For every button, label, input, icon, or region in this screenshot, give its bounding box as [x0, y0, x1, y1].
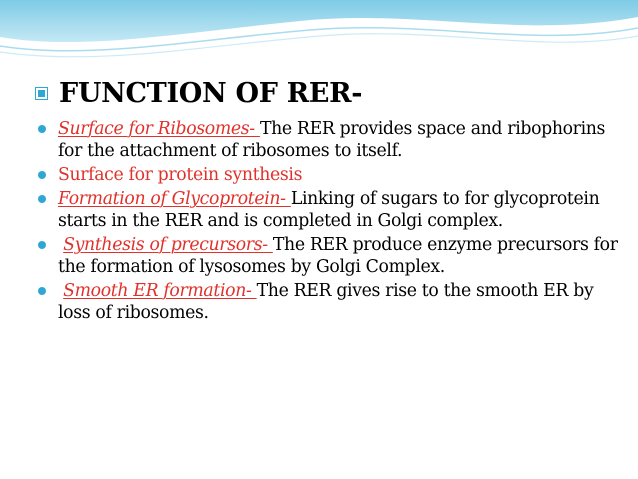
item-highlight: Synthesis of precursors- — [63, 235, 273, 255]
bullet-dot-icon — [38, 241, 46, 249]
list-item — [38, 234, 623, 278]
list-item — [38, 188, 623, 232]
item-text: Linking of sugars to for glycoprotein starts in the RER and is completed in Golgi complex. — [58, 189, 600, 231]
bullet-list — [38, 118, 623, 326]
list-item — [38, 280, 623, 324]
item-text: The RER produce enzyme precursors for the formation of lysosomes by Golgi Complex. — [58, 235, 618, 277]
bullet-dot-icon — [38, 195, 46, 203]
item-highlight: Formation of Glycoprotein- — [58, 189, 291, 209]
item-text: The RER provides space and ribophorins for the attachment of ribosomes to itself. — [58, 119, 606, 161]
list-item — [38, 118, 623, 162]
heading — [36, 78, 362, 109]
list-item — [38, 164, 623, 186]
item-highlight: Surface for Ribosomes- — [58, 119, 260, 139]
item-highlight: Surface for protein synthesis — [58, 165, 303, 185]
bullet-dot-icon — [38, 125, 46, 133]
wave-header-decoration — [0, 0, 638, 80]
item-text: The RER gives rise to the smooth ER by loss of ribosomes. — [58, 281, 594, 323]
item-highlight: Smooth ER formation- — [63, 281, 257, 301]
square-bullet-icon — [36, 88, 47, 99]
bullet-dot-icon — [38, 171, 46, 179]
bullet-dot-icon — [38, 287, 46, 295]
page-title: FUNCTION OF RER- — [59, 78, 363, 109]
